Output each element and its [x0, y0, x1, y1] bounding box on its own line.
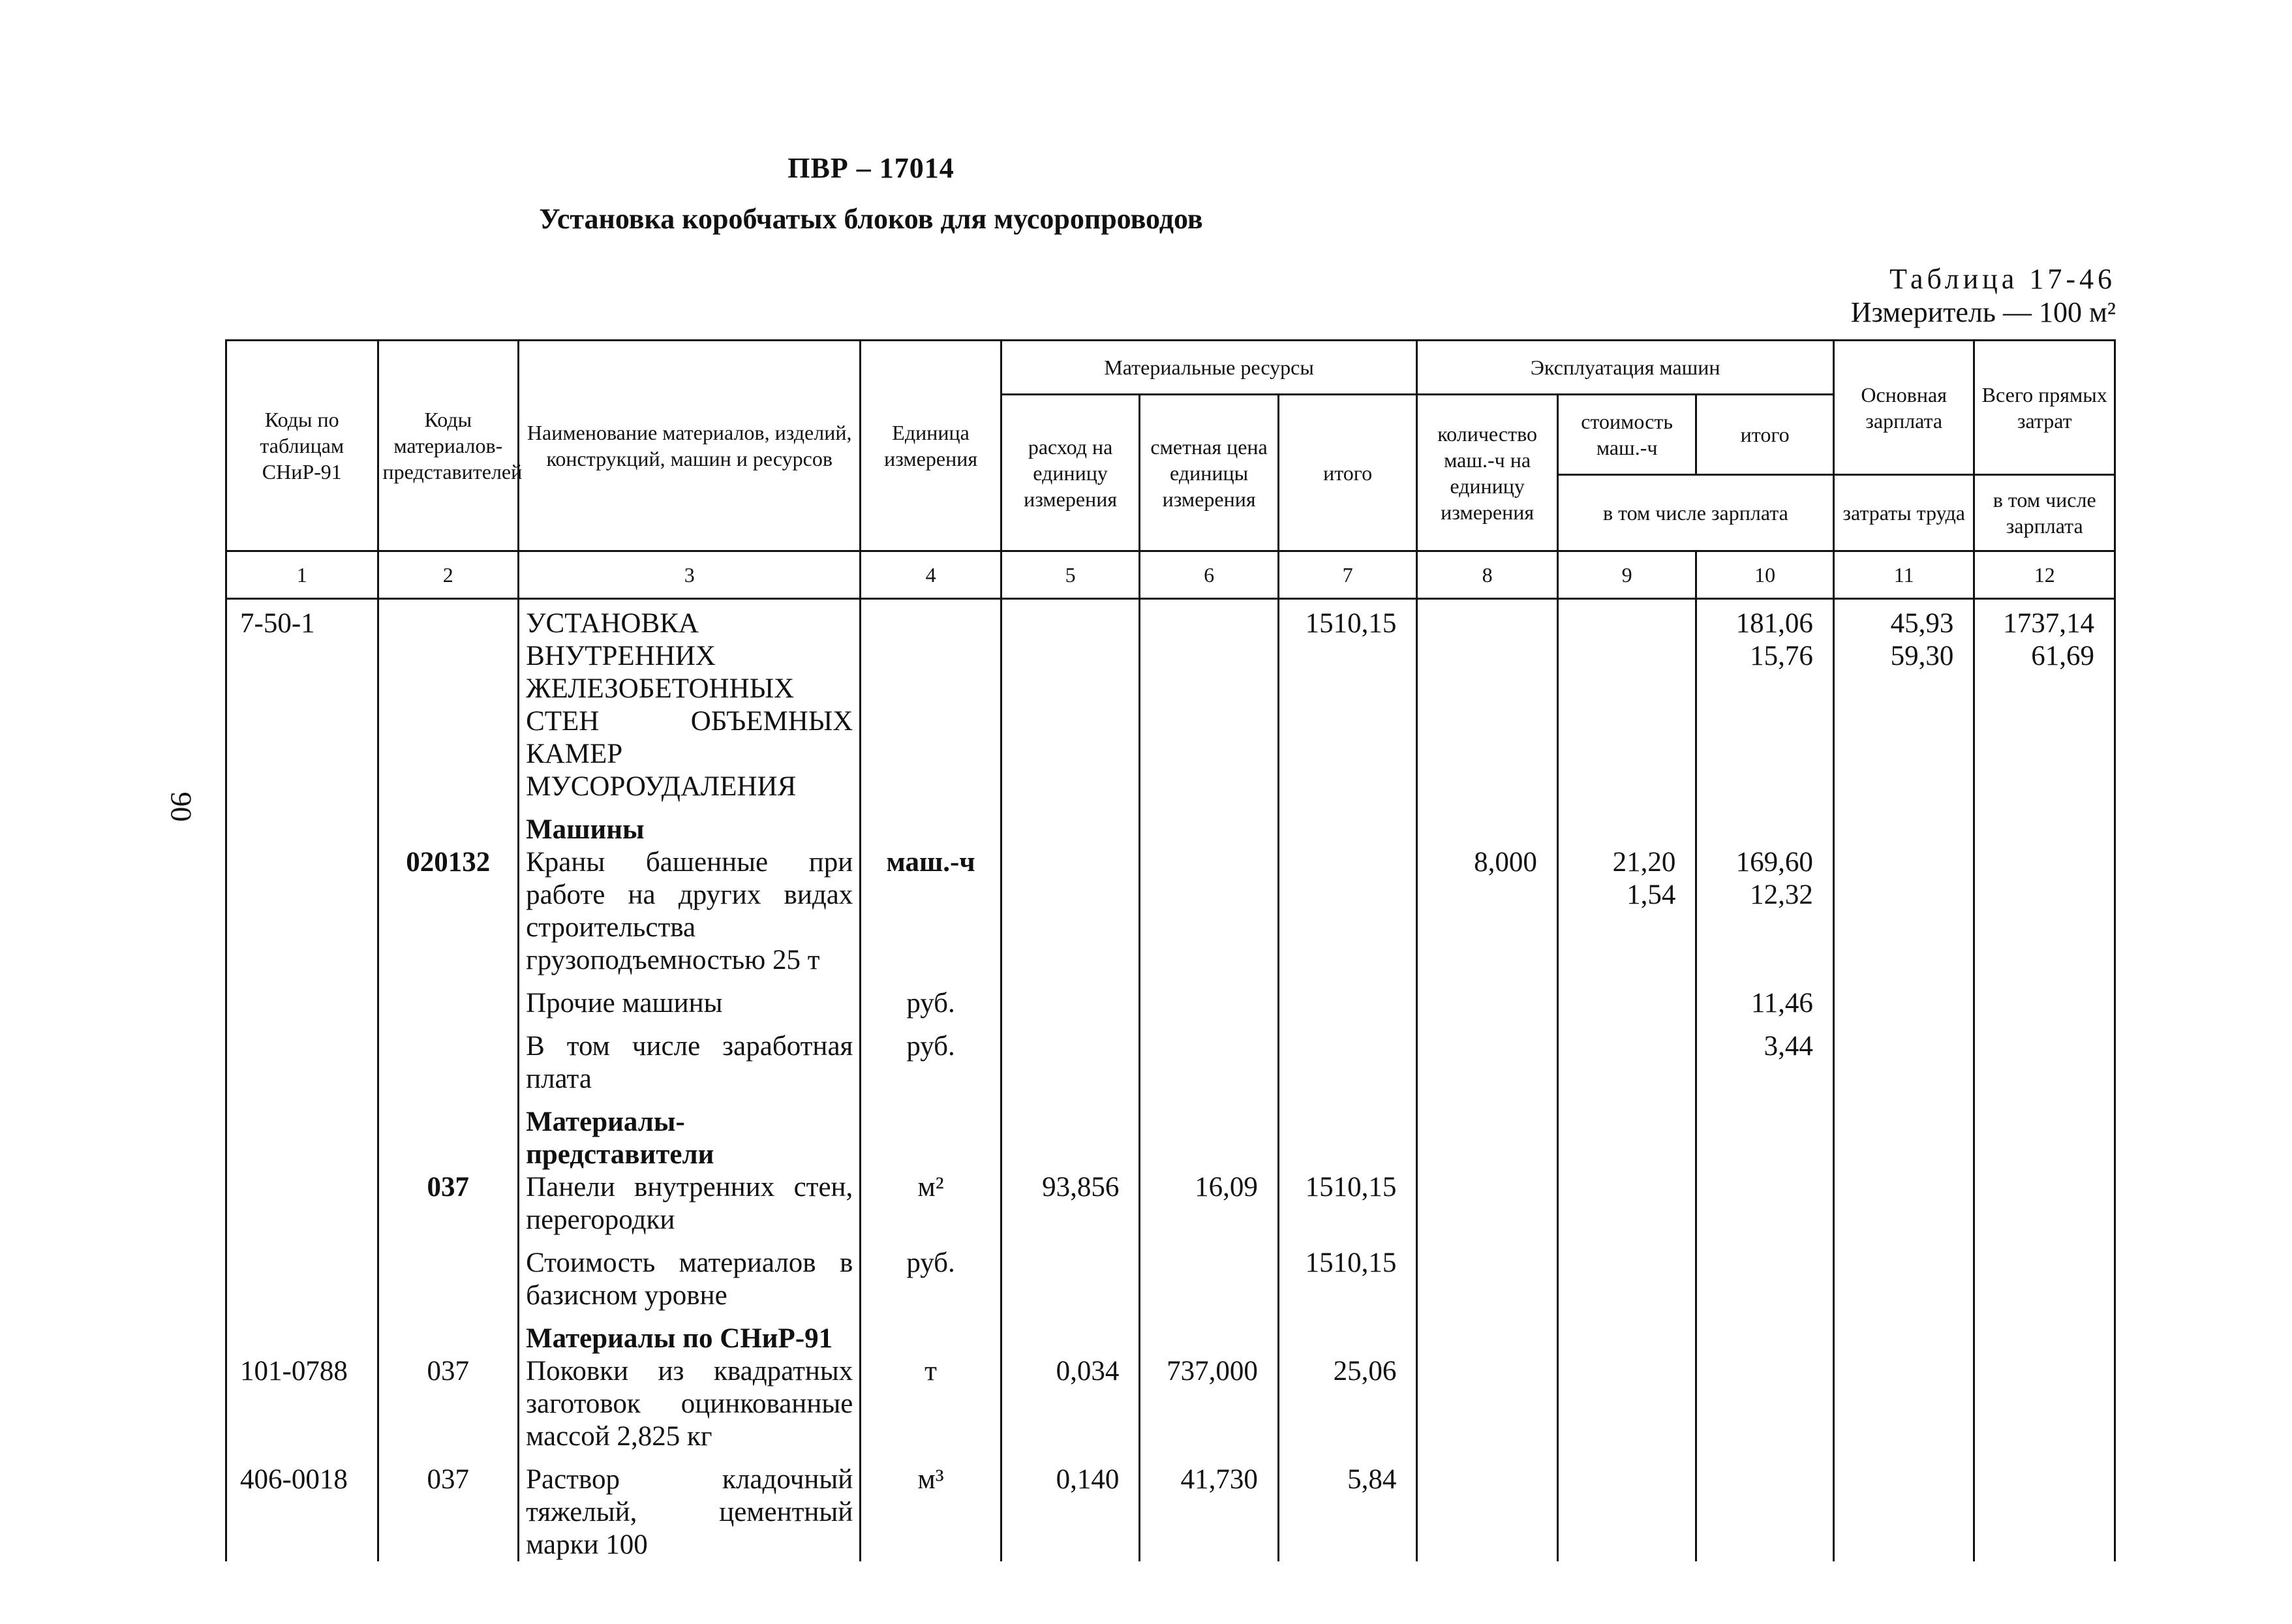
section-representative-materials: Материалы-представители: [519, 1095, 861, 1171]
row-name: В том числе заработная плата: [519, 1020, 861, 1095]
cell-quantity: 8,000: [1417, 846, 1558, 977]
cell-consumption: 0,140: [1001, 1453, 1140, 1561]
row-unit: руб.: [861, 1020, 1001, 1095]
row-name: Раствор кладочный тяжелый, цементный марки 100: [519, 1453, 861, 1561]
row-unit: маш.-ч: [861, 846, 1001, 977]
section-row: [226, 1312, 2115, 1355]
row-name: Прочие машины: [519, 977, 861, 1020]
cell-cost: 21,20 1,54: [1557, 846, 1696, 977]
cell-total-materials: 1510,15: [1278, 1171, 1417, 1236]
row-rep-code: 020132: [378, 846, 519, 977]
cell-consumption: 0,034: [1001, 1355, 1140, 1453]
header-labor: затраты труда: [1833, 475, 1974, 551]
cell-est-price: 16,09: [1140, 1171, 1279, 1236]
row-code: 7-50-1: [226, 599, 378, 804]
table-row: [226, 1171, 2115, 1236]
table-row: [226, 1453, 2115, 1561]
section-row: [226, 803, 2115, 846]
cell-consumption: 93,856: [1001, 1171, 1140, 1236]
col-number: 6: [1140, 551, 1279, 599]
header-incl-salary-2: в том числе зарплата: [1974, 475, 2115, 551]
doc-subtitle: Установка коробчатых блоков для мусоропроводов: [539, 203, 1203, 235]
row-unit: руб.: [861, 977, 1001, 1020]
col-number: 3: [519, 551, 861, 599]
cell-est-price: 41,730: [1140, 1453, 1279, 1561]
col-number: 2: [378, 551, 519, 599]
rates-table: [225, 339, 2116, 1561]
page-number: 90: [164, 791, 198, 822]
header-incl-salary: в том числе зарплата: [1557, 475, 1833, 551]
cell-total-materials: 1510,15: [1278, 599, 1417, 804]
header-total: итого: [1278, 395, 1417, 551]
table-row: [226, 1020, 2115, 1095]
cell-total-machines: 11,46: [1696, 977, 1834, 1020]
cell-total-machines: 3,44: [1696, 1020, 1834, 1095]
header-group-machines: Эксплуатация машин: [1417, 341, 1834, 395]
cell-total-materials: 5,84: [1278, 1453, 1417, 1561]
row-name: УСТАНОВКА ВНУТРЕННИХ ЖЕЛЕЗОБЕТОННЫХ СТЕН ОБЪЕМНЫХ КАМЕР МУСОРОУДАЛЕНИЯ: [519, 599, 861, 804]
section-machines: Машины: [519, 803, 861, 846]
row-rep-code: 037: [378, 1355, 519, 1453]
row-name: Поковки из квадратных заготовок оцинкованные массой 2,825 кг: [519, 1355, 861, 1453]
row-unit: м²: [861, 1171, 1001, 1236]
table-row: [226, 599, 2115, 804]
cell-est-price: 737,000: [1140, 1355, 1279, 1453]
row-code: 406-0018: [226, 1453, 378, 1561]
header-total-machines: итого: [1696, 395, 1834, 475]
cell-total-materials: 1510,15: [1278, 1236, 1417, 1312]
doc-code: ПВР – 17014: [787, 152, 955, 184]
header-consumption: расход на единицу измерения: [1001, 395, 1140, 551]
row-unit: т: [861, 1355, 1001, 1453]
col-number: 7: [1278, 551, 1417, 599]
cell-base-salary: 45,93 59,30: [1833, 599, 1974, 804]
col-number: 12: [1974, 551, 2115, 599]
row-rep-code: 037: [378, 1453, 519, 1561]
row-name: Краны башенные при работе на других видах строительства грузоподъемностью 25 т: [519, 846, 861, 977]
table-number: Таблица 17-46: [1889, 263, 2116, 295]
col-number: 8: [1417, 551, 1558, 599]
header-quantity: количество маш.-ч на единицу измерения: [1417, 395, 1558, 551]
header-est-price: сметная цена единицы измерения: [1140, 395, 1279, 551]
row-unit: руб.: [861, 1236, 1001, 1312]
cell-total-materials: 25,06: [1278, 1355, 1417, 1453]
cell-total-machines: 169,60 12,32: [1696, 846, 1834, 977]
col-number: 9: [1557, 551, 1696, 599]
table-row: [226, 1355, 2115, 1453]
table-unit: Измеритель — 100 м²: [1850, 296, 2116, 328]
col-number: 10: [1696, 551, 1834, 599]
header-cost: стоимость маш.-ч: [1557, 395, 1696, 475]
header-name: Наименование материалов, изделий, конструкций, машин и ресурсов: [519, 341, 861, 551]
cell-total-machines: 181,06 15,76: [1696, 599, 1834, 804]
header-direct: Всего прямых затрат: [1974, 341, 2115, 475]
table-row: [226, 1236, 2115, 1312]
table-row: [226, 846, 2115, 977]
col-number: 1: [226, 551, 378, 599]
section-row: [226, 1095, 2115, 1171]
header-base-salary: Основная зарплата: [1833, 341, 1974, 475]
col-number: 11: [1833, 551, 1974, 599]
row-unit: м³: [861, 1453, 1001, 1561]
table-row: [226, 977, 2115, 1020]
header-unit: Единица измерения: [861, 341, 1001, 551]
row-name: Панели внутренних стен, перегородки: [519, 1171, 861, 1236]
header-group-materials: Материальные ресурсы: [1001, 341, 1417, 395]
header-codes-snip: Коды по таблицам СНиР-91: [226, 341, 378, 551]
col-number: 4: [861, 551, 1001, 599]
row-name: Стоимость материалов в базисном уровне: [519, 1236, 861, 1312]
col-number: 5: [1001, 551, 1140, 599]
row-code: 101-0788: [226, 1355, 378, 1453]
section-snip-materials: Материалы по СНиР-91: [519, 1312, 861, 1355]
cell-direct-costs: 1737,14 61,69: [1974, 599, 2115, 804]
row-rep-code: 037: [378, 1171, 519, 1236]
header-codes-rep: Коды материалов-представителей: [378, 341, 519, 551]
